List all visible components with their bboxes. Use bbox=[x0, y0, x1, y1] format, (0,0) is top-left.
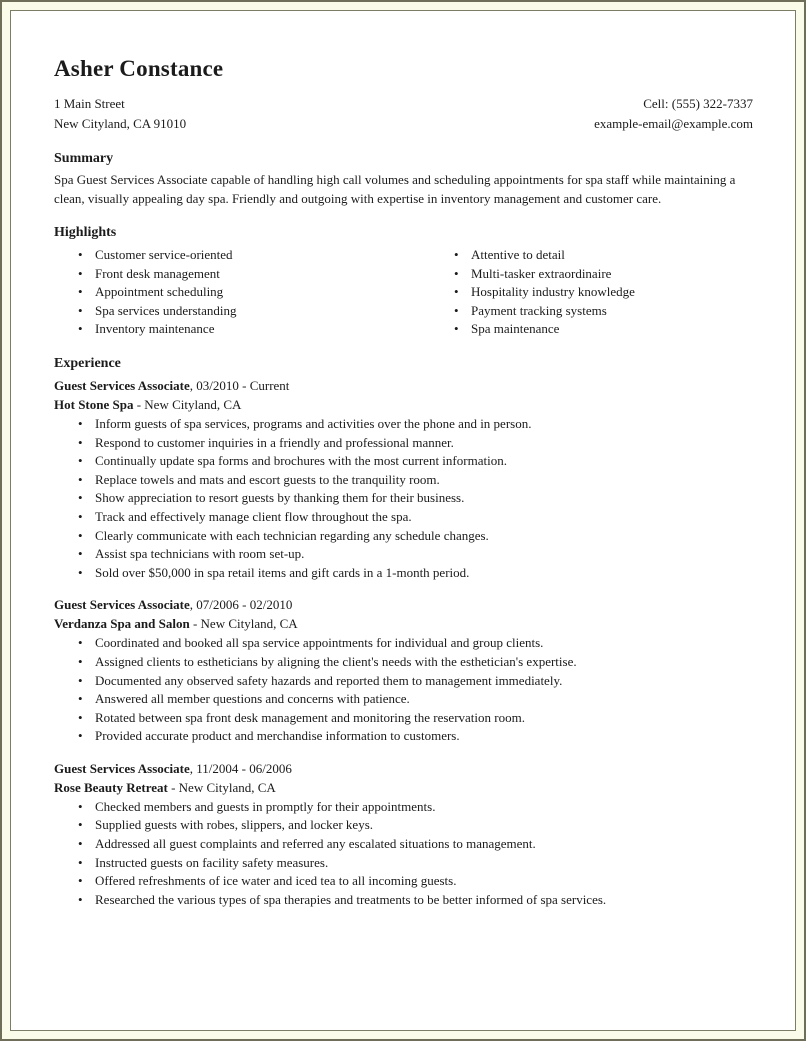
job-company-line bbox=[54, 395, 753, 414]
bullet-item: • Rotated between spa front desk management and monitoring the reservation room. bbox=[78, 709, 753, 728]
job-title-line bbox=[54, 595, 753, 614]
experience-section bbox=[54, 354, 753, 909]
company-name: Hot Stone Spa bbox=[54, 396, 134, 412]
candidate-name: Asher Constance bbox=[54, 56, 224, 81]
highlight-item: • Payment tracking systems bbox=[454, 302, 753, 321]
contact-address bbox=[54, 94, 186, 134]
job-title-line bbox=[54, 759, 753, 778]
job-dates: , 03/2010 - Current bbox=[189, 377, 290, 393]
job-bullet-list bbox=[54, 798, 753, 910]
job-bullet-list bbox=[54, 415, 753, 582]
bullet-item: • Documented any observed safety hazards and reported them to management immediately. bbox=[78, 672, 753, 691]
highlight-item: • Spa maintenance bbox=[454, 320, 753, 339]
job-location: - New Cityland, CA bbox=[167, 779, 276, 795]
job-location: - New Cityland, CA bbox=[133, 396, 242, 412]
company-name: Rose Beauty Retreat bbox=[54, 779, 168, 795]
contact-block bbox=[54, 94, 753, 134]
cell-number: Cell: (555) 322-7337 bbox=[643, 96, 753, 111]
email-address: example-email@example.com bbox=[594, 116, 753, 131]
highlight-item: • Customer service-oriented bbox=[78, 246, 430, 265]
bullet-item: • Instructed guests on facility safety measures. bbox=[78, 854, 753, 873]
summary-heading: Summary bbox=[54, 151, 114, 166]
address-line-1: 1 Main Street bbox=[54, 96, 125, 111]
bullet-item: • Replace towels and mats and escort guests to the tranquility room. bbox=[78, 471, 753, 490]
job-entry bbox=[54, 595, 753, 746]
summary-section bbox=[54, 149, 753, 208]
highlight-item: • Appointment scheduling bbox=[78, 283, 430, 302]
highlights-section bbox=[54, 223, 753, 339]
highlight-item: • Hospitality industry knowledge bbox=[454, 283, 753, 302]
highlight-item: • Spa services understanding bbox=[78, 302, 430, 321]
address-line-2: New Cityland, CA 91010 bbox=[54, 116, 187, 131]
job-title: Guest Services Associate bbox=[54, 760, 190, 776]
bullet-item: • Coordinated and booked all spa service appointments for individual and group clients. bbox=[78, 634, 753, 653]
job-title: Guest Services Associate bbox=[54, 597, 190, 613]
bullet-item: • Answered all member questions and concerns with patience. bbox=[78, 690, 753, 709]
job-entry bbox=[54, 376, 753, 582]
highlight-item: • Multi-tasker extraordinaire bbox=[454, 265, 753, 284]
company-name: Verdanza Spa and Salon bbox=[54, 616, 190, 632]
bullet-item: • Addressed all guest complaints and referred any escalated situations to management. bbox=[78, 835, 753, 854]
bullet-item: • Checked members and guests in promptly for their appointments. bbox=[78, 798, 753, 817]
job-dates: , 11/2004 - 06/2006 bbox=[189, 760, 292, 776]
job-title: Guest Services Associate bbox=[54, 377, 190, 393]
job-company-line bbox=[54, 614, 753, 633]
bullet-item: • Supplied guests with robes, slippers, and locker keys. bbox=[78, 816, 753, 835]
bullet-item: • Provided accurate product and merchandise information to customers. bbox=[78, 727, 753, 746]
highlight-item: • Attentive to detail bbox=[454, 246, 753, 265]
experience-heading: Experience bbox=[54, 355, 121, 371]
bullet-item: • Inform guests of spa services, programs and activities over the phone and in person. bbox=[78, 415, 753, 434]
highlights-list-right bbox=[430, 246, 753, 339]
bullet-item: • Respond to customer inquiries in a friendly and professional manner. bbox=[78, 434, 753, 453]
job-bullet-list bbox=[54, 634, 753, 746]
bullet-item: • Clearly communicate with each technician regarding any schedule changes. bbox=[78, 527, 753, 546]
bullet-item: • Track and effectively manage client flow throughout the spa. bbox=[78, 508, 753, 527]
bullet-item: • Sold over $50,000 in spa retail items and gift cards in a 1-month period. bbox=[78, 564, 753, 583]
bullet-item: • Assigned clients to estheticians by aligning the client's needs with the esthetician's expertise. bbox=[78, 653, 753, 672]
job-title-line bbox=[54, 376, 753, 395]
highlight-item: • Front desk management bbox=[78, 265, 430, 284]
resume-page bbox=[10, 10, 796, 1031]
job-company-line bbox=[54, 778, 753, 797]
bullet-item: • Show appreciation to resort guests by thanking them for their business. bbox=[78, 489, 753, 508]
highlights-list-left bbox=[54, 246, 430, 339]
job-dates: , 07/2006 - 02/2010 bbox=[189, 597, 293, 613]
job-entry bbox=[54, 759, 753, 910]
highlight-item: • Inventory maintenance bbox=[78, 320, 430, 339]
summary-text: Spa Guest Services Associate capable of handling high call volumes and scheduling appointments for spa staff while maintaining a clean, visually appealing day spa. Friendly and outgoing with expertise in inventory management and customer care. bbox=[54, 172, 736, 206]
bullet-item: • Researched the various types of spa therapies and treatments to be better informed of spa services. bbox=[78, 891, 753, 910]
contact-phone-email bbox=[594, 94, 753, 134]
highlights-columns bbox=[54, 245, 753, 339]
bullet-item: • Continually update spa forms and brochures with the most current information. bbox=[78, 452, 753, 471]
bullet-item: • Assist spa technicians with room set-up. bbox=[78, 545, 753, 564]
job-location: - New Cityland, CA bbox=[189, 616, 298, 632]
highlights-heading: Highlights bbox=[54, 225, 117, 240]
bullet-item: • Offered refreshments of ice water and iced tea to all incoming guests. bbox=[78, 872, 753, 891]
